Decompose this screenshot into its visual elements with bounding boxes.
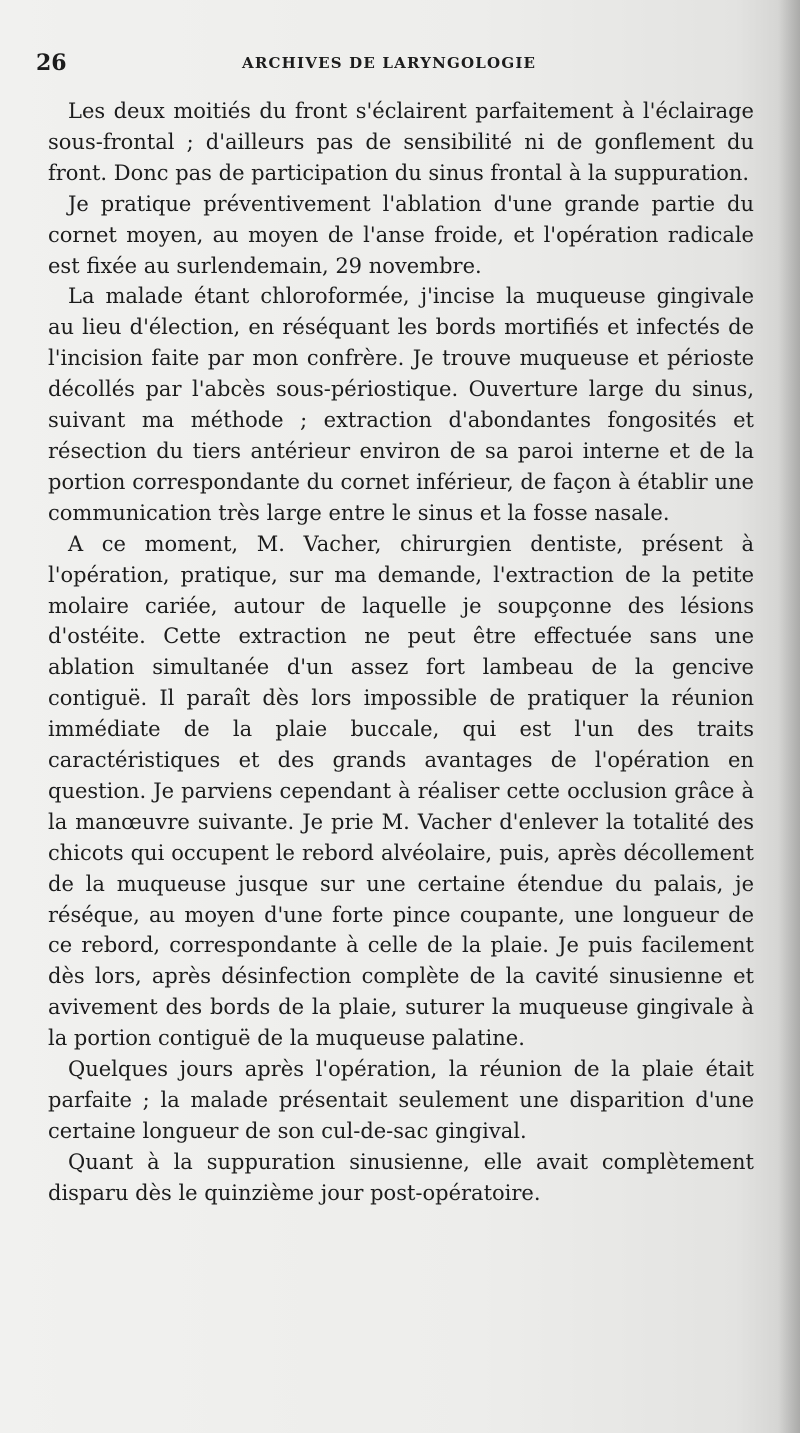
page-number: 26 [36,50,67,76]
paragraph-suppuration: Quant à la suppuration sinusienne, elle avait complètement disparu dès le quinzième jour post-opératoire. [48,1149,754,1205]
paragraph-extraction: A ce moment, M. Vacher, chirurgien dentiste, présent à l'opération, pratique, sur ma demande, l'extraction de la petite molaire cariée, autour de laquelle je soupçonne des lésions d'ostéite. Cette extraction ne peut être effectuée sans une ablation simultanée d'un assez fort lambeau de la gencive contiguë. Il paraît dès lors impossible de pratiquer la réunion immédiate de la plaie buccale, qui est l'un des traits caractéristiques et des grands avantages de l'opération en question. Je parviens cependant à réaliser cette occlusion grâce à la manœuvre suivante. Je prie M. Vacher d'enlever la totalité des chicots qui occupent le rebord alvéolaire, puis, après décollement de la muqueuse jusque sur une certaine étendue du palais, je réséque, au moyen d'une forte pince coupante, une longueur de ce rebord, correspondante à celle de la plaie. Je puis facilement dès lors, après désinfection complète de la cavité sinusienne et avivement des bords de la plaie, suturer la muqueuse gingivale à la portion contiguë de la muqueuse palatine. [48,531,754,1051]
body-text [48,96,754,1209]
page-gutter-shadow [778,0,800,1433]
page-header [36,50,756,80]
paragraph-frontal-sinus: Les deux moitiés du front s'éclairent parfaitement à l'éclairage sous-frontal ; d'ailleurs pas de sensibilité ni de gonflement du front. Donc pas de participation du sinus frontal à la suppuration. [48,99,754,185]
running-head: ARCHIVES DE LARYNGOLOGIE [242,54,537,72]
paragraph-healing: Quelques jours après l'opération, la réunion de la plaie était parfaite ; la malade présentait seulement une disparition d'une certaine longueur de son cul-de-sac gingival. [48,1057,754,1143]
paragraph-preventive-ablation: Je pratique préventivement l'ablation d'une grande partie du cornet moyen, au moyen de l'anse froide, et l'opération radicale est fixée au surlendemain, 29 novembre. [48,191,754,278]
paragraph-operation: La malade étant chloroformée, j'incise la muqueuse gingivale au lieu d'élection, en réséquant les bords mortifiés et infectés de l'incision faite par mon confrère. Je trouve muqueuse et périoste décollés par l'abcès sous-périostique. Ouverture large du sinus, suivant ma méthode ; extraction d'abondantes fongosités et résection du tiers antérieur environ de sa paroi interne et de la portion correspondante du cornet inférieur, de façon à établir une communication très large entre le sinus et la fosse nasale. [48,284,754,525]
